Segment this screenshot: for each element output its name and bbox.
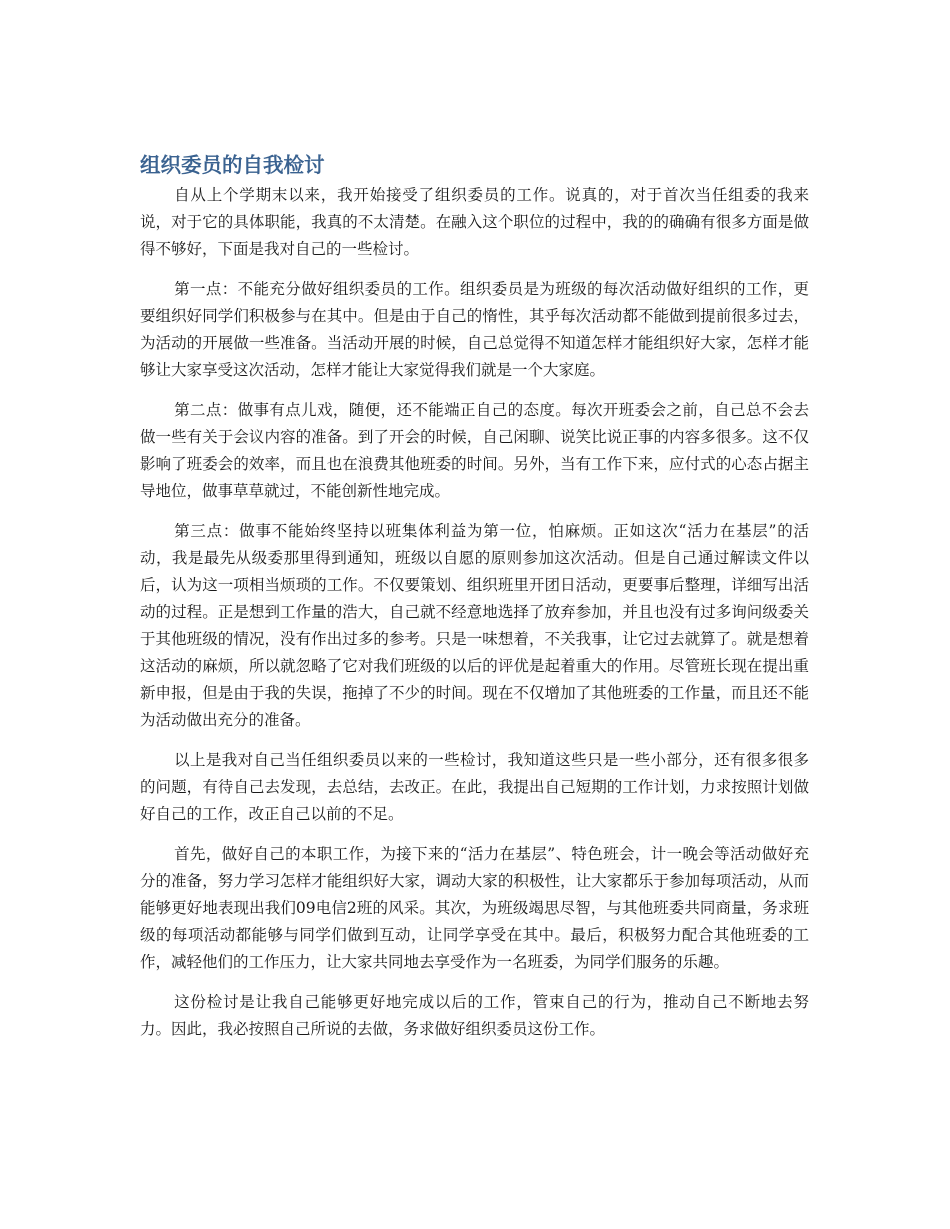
paragraph-point-three: 第三点：做事不能始终坚持以班集体利益为第一位，怕麻烦。正如这次“活力在基层”的活动，我是最先从级委那里得到通知，班级以自愿的原则参加这次活动。但是自己通过解读文件以后，认为这一项相当烦琐的工作。不仅要策划、组织班里开团日活动，更要事后整理，详细写出活动的过程。正是想到工作量的浩大，自己就不经意地选择了放弃参加，并且也没有过多询问级委关于其他班级的情况，没有作出过多的参考。只是一味想着，不关我事，让它过去就算了。就是想着这活动的麻烦，所以就忽略了它对我们班级的以后的评优是起着重大的作用。尽管班长现在提出重新申报，但是由于我的失误，拖掉了不少的时间。现在不仅增加了其他班委的工作量，而且还不能为活动做出充分的准备。: [140, 522, 809, 729]
paragraph-intro: 自从上个学期末以来，我开始接受了组织委员的工作。说真的，对于首次当任组委的我来说，对于它的具体职能，我真的不太清楚。在融入这个职位的过程中，我的的确确有很多方面是做得不够好，下面是我对自己的一些检讨。: [140, 186, 809, 258]
paragraph-point-two: 第二点：做事有点儿戏，随便，还不能端正自己的态度。每次开班委会之前，自己总不会去做一些有关于会议内容的准备。到了开会的时候，自己闲聊、说笑比说正事的内容多很多。这不仅影响了班委会的效率，而且也在浪费其他班委的时间。另外，当有工作下来，应付式的心态占据主导地位，做事草草就过，不能创新性地完成。: [140, 401, 809, 501]
document-body: [140, 182, 809, 1057]
document-title: 组织委员的自我检讨: [140, 153, 325, 177]
paragraph-summary: 以上是我对自己当任组织委员以来的一些检讨，我知道这些只是一些小部分，还有很多很多的问题，有待自己去发现，去总结，去改正。在此，我提出自己短期的工作计划，力求按照计划做好自己的工作，改正自己以前的不足。: [140, 751, 809, 824]
paragraph-point-one: 第一点：不能充分做好组织委员的工作。组织委员是为班级的每次活动做好组织的工作，更要组织好同学们积极参与在其中。但是由于自己的惰性，其乎每次活动都不能做到提前很多过去，为活动的开展做一些准备。当活动开展的时候，自己总觉得不知道怎样才能组织好大家，怎样才能够让大家享受这次活动，怎样才能让大家觉得我们就是一个大家庭。: [140, 280, 809, 379]
paragraph-plan: 首先，做好自己的本职工作，为接下来的“活力在基层”、特色班会，计一晚会等活动做好充分的准备，努力学习怎样才能组织好大家，调动大家的积极性，让大家都乐于参加每项活动，从而能够更好地表现出我们09电信2班的风采。其次，为班级竭思尽智，与其他班委共同商量，务求班级的每项活动都能够与同学们做到互动，让同学享受在其中。最后，积极努力配合其他班委的工作，减轻他们的工作压力，让大家共同地去享受作为一名班委，为同学们服务的乐趣。: [140, 845, 809, 972]
paragraph-conclusion: 这份检讨是让我自己能够更好地完成以后的工作，管束自己的行为，推动自己不断地去努力。因此，我必按照自己所说的去做，务求做好组织委员这份工作。: [140, 993, 809, 1039]
